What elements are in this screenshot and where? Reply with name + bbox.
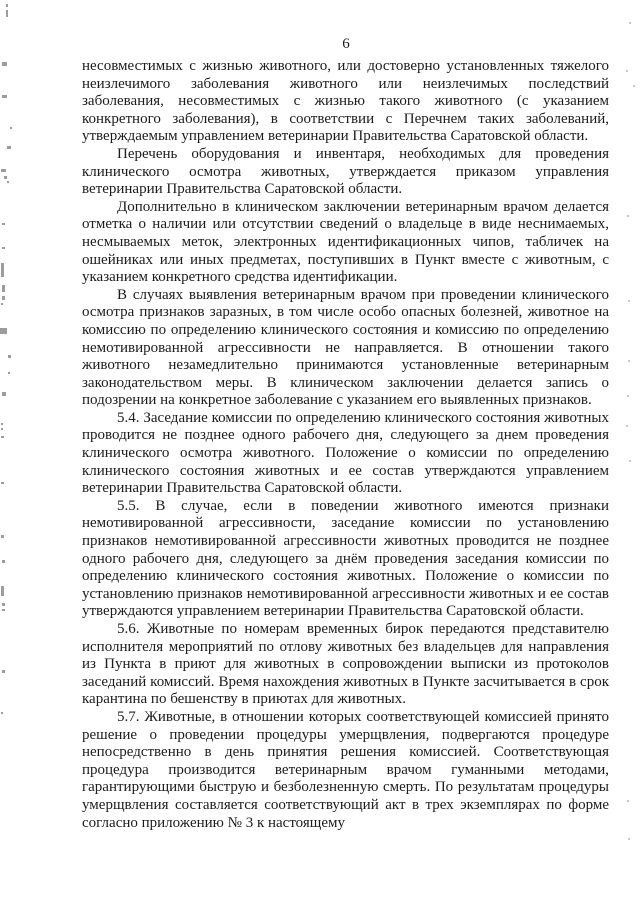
document-text [82, 58, 609, 832]
scan-artifact [2, 62, 7, 66]
scan-artifact [1, 423, 3, 425]
scan-artifact [8, 372, 10, 374]
scan-artifact [1, 482, 4, 484]
scan-artifact [2, 392, 6, 396]
scan-artifact [2, 560, 5, 563]
scan-artifact [627, 215, 629, 217]
scan-artifact [1, 436, 4, 438]
scan-artifact [2, 223, 5, 225]
scan-artifact [6, 4, 8, 7]
scan-artifact [627, 395, 629, 397]
paragraph: Дополнительно в клиническом заключении ветеринарным врачом делается отметка о наличии или отсутствии сведений о владельце в виде неснимаемых, несмываемых меток, электронных идентификационных чипов, табличек на ошейниках или иных предметах, поступивших в Пункт вместе с животным, с указанием конкретного средства идентификации. [82, 198, 609, 286]
paragraph: 5.6. Животные по номерам временных бирок передаются представителю исполнителя мероприятий по отлову животных без владельцев для направления из Пункта в приют для животных в сопровождении выписки из протоколов заседаний комиссий. Время нахождения животных в Пункте засчитывается в срок карантина по бешенству в приютах для животных. [82, 621, 609, 708]
paragraph: 5.5. В случае, если в поведении животного имеются признаки немотивированной агрессивности, заседание комиссии по установлению признаков немотивированной агрессивности животных проводится не позднее одного рабочего дня, следующего за днём проведения заседания комиссии по определению клинического состояния животных. Положение о комиссии по установлению признаков немотивированной агрессивности животных и ее состав утверждаются управлением ветеринарии Правительства Саратовской области. [82, 497, 609, 620]
scan-artifact [626, 425, 628, 427]
page-number: 6 [342, 36, 350, 52]
scan-artifact [7, 146, 11, 149]
scan-artifact [1, 712, 3, 714]
scan-artifact [1, 169, 6, 172]
scan-artifact [633, 85, 635, 87]
scan-artifact [8, 355, 11, 358]
scan-artifact [2, 95, 7, 98]
scan-artifact [629, 22, 631, 24]
scan-artifact [7, 181, 9, 183]
scan-artifact [10, 127, 12, 129]
scan-artifact [1, 535, 4, 538]
scan-artifact [626, 70, 628, 72]
scan-artifact [629, 460, 631, 462]
scan-artifact [2, 296, 5, 300]
paragraph: В случаях выявления ветеринарным врачом при проведении клинического осмотра признаков заразных, в том числе особо опасных болезней, животное на комиссию по определению клинического состояния и комиссию по определению немотивированной агрессивности не направляется. В отношении такого животного незамедлительно принимаются установленные ветеринарным законодательством меры. В клиническом заключении делается запись о подозрении на конкретное заболевание с указанием его выявленных признаков. [82, 286, 609, 409]
scan-artifact [4, 176, 7, 179]
scan-artifact [2, 603, 5, 606]
scan-artifact [0, 328, 7, 334]
scan-artifact [1, 303, 3, 305]
scan-artifact [1, 428, 3, 430]
scan-artifact [2, 609, 5, 611]
paragraph: 5.4. Заседание комиссии по определению клинического состояния животных проводится не позднее одного рабочего дня, следующего за днем проведения клинического осмотра животного. Положение о комиссии по определению клинического состояния животных и ее состав утверждаются управлением ветеринарии Правительства Саратовской области. [82, 409, 609, 497]
scan-artifact [628, 360, 630, 362]
scan-artifact [2, 285, 5, 292]
scan-artifact [1, 586, 4, 596]
paragraph: 5.7. Животные, в отношении которых соответствующей комиссией принято решение о проведении процедуры умерщвления, подвергаются процедуре непосредственно в день принятия решения комиссией. Соответствующая процедура производится ветеринарным врачом гуманными методами, гарантирующими быструю и безболезненную смерть. По результатам процедуры умерщвления составляется соответствующий акт в трех экземплярах по форме согласно приложению № 3 к настоящему [82, 708, 609, 831]
scan-artifact [628, 838, 630, 840]
scan-artifact [1, 263, 4, 277]
paragraph: несовместимых с жизнью животного, или достоверно установленных тяжелого неизлечимого заболевания животного или неизлечимых последствий заболевания, несовместимых с жизнью такого животного (с указанием конкретного заболевания), в соответствии с Перечнем таких заболеваний, утверждаемым управлением ветеринарии Правительства Саратовской области. [82, 58, 609, 145]
scan-artifact [628, 300, 630, 302]
scan-artifact [627, 800, 629, 802]
scan-artifact [6, 10, 8, 17]
paragraph: Перечень оборудования и инвентаря, необходимых для проведения клинического осмотра животных, утверждается приказом управления ветеринарии Правительства Саратовской области. [82, 145, 609, 198]
scan-artifact [2, 670, 5, 673]
scan-artifact [2, 247, 5, 249]
